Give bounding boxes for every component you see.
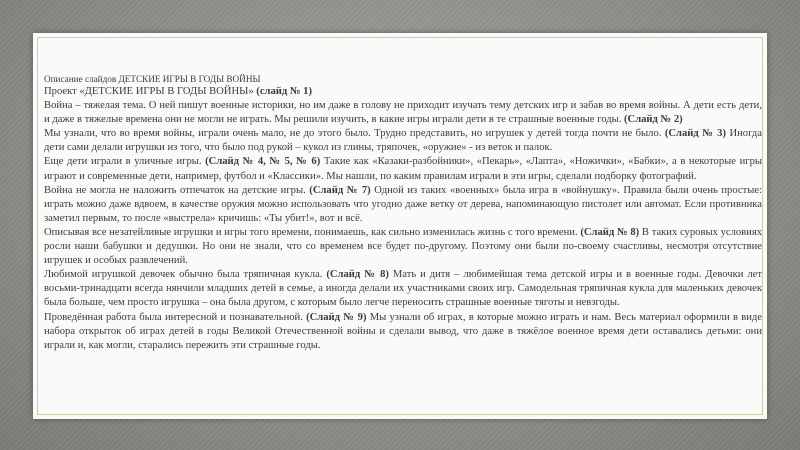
paragraph-text: Проведённая работа была интересной и познавательной.	[44, 311, 307, 323]
slide-reference: (Слайд № 8)	[580, 226, 640, 238]
slide-reference: (Слайд № 7)	[309, 184, 371, 196]
slide-reference: (Слайд № 9)	[306, 311, 367, 323]
slide-content	[44, 73, 762, 353]
slide-reference: (Слайд № 2)	[624, 114, 683, 126]
paragraph-text: Еще дети играли в уличные игры.	[44, 156, 206, 168]
paragraph-text: Описывая все незатейливые игрушки и игры того времени, понимаешь, как сильно изменилась жизнь с того времени.	[44, 226, 581, 238]
paragraph-list	[44, 85, 762, 353]
paragraph	[44, 99, 762, 127]
paragraph-text: Мать и дитя – любимейшая тема детской игры и в военные годы. Девочки лет восьми-тринадцати всегда нянчили младших детей в семье, а иногда делали их участниками своих игр. Самодельная тряпичная кукла для маленьких девочек была больше, чем просто игрушка – она была другом, с которым было легче переносить страшные военные тяготы и невзгоды.	[44, 269, 763, 309]
paragraph-text: Одной из таких «военных» была игра в «войнушку». Правила были очень простые: играть можно даже вдвоем, в качестве оружия можно использовать что угодно даже ветку от дерева, напоминающую пистолет или автомат. Если противника заметил первым, то после «выстрела» кричишь: «Ты убит!», вот и всё.	[44, 184, 762, 224]
paragraph-text: В таких суровых условиях росли наши бабушки и дедушки. Но они не знали, что со временем все будет по-другому. Поэтому они были по-своему счастливы, несмотря отсутствие игрушек и особых развлечений.	[44, 226, 762, 267]
slide-heading: Описание слайдов ДЕТСКИЕ ИГРЫ В ГОДЫ ВОЙНЫ	[44, 74, 261, 84]
paragraph-text: Мы узнали, что во время войны, играли очень мало, не до этого было. Трудно представить, но игрушек у детей тогда почти не было.	[44, 128, 665, 140]
paragraph-text: Такие как «Казаки-разбойники», «Пекарь», «Лапта», «Ножички», «Бабки», а в некоторые игры играют и современные дети, например, футбол и «Классики». Мы нашли, по каким правилам играли в эти игры, сделали подборку фотографий.	[44, 156, 763, 182]
slide	[33, 33, 767, 419]
slide-reference: (Слайд № 3)	[664, 128, 726, 140]
slide-reference: (Слайд № 8)	[326, 269, 389, 281]
paragraph	[44, 311, 762, 353]
paragraph-text: Иногда дети сами делали игрушки из того, что было под рукой – кукол из глины, тряпочек, «оружие» - из веток и палок.	[44, 128, 762, 154]
paragraph	[44, 155, 762, 183]
slide-reference: (Слайд № 4, № 5, № 6)	[205, 156, 321, 168]
paragraph	[44, 226, 762, 268]
paragraph	[44, 127, 762, 155]
slide-reference: (слайд № 1)	[256, 86, 312, 97]
paragraph	[44, 85, 762, 99]
paragraph	[44, 184, 762, 226]
paragraph-text: Любимой игрушкой девочек обычно была тряпичная кукла.	[44, 269, 327, 281]
paragraph-text: Мы узнали об играх, в которые можно играть и нам. Весь материал оформили в виде набора открыток об играх детей в годы Великой Отечественной войны и сделали вывод, что даже в тяжёлое военное время дети оставались детьми: они играли и, как могли, старались пережить эти страшные годы.	[44, 311, 762, 351]
paragraph-text: Война – тяжелая тема. О ней пишут военные историки, но им даже в голову не приходит изучать тему детских игр и забав во время войны. А дети есть дети, и даже в тяжелые времена они не могли не играть. Мы решили изучить, в какие игры играли дети в те страшные военные годы.	[44, 100, 762, 126]
paragraph-text: Война не могла не наложить отпечаток на детские игры.	[44, 184, 310, 196]
paragraph	[44, 268, 762, 310]
paragraph-text: Проект «ДЕТСКИЕ ИГРЫ В ГОДЫ ВОЙНЫ»	[44, 86, 257, 97]
